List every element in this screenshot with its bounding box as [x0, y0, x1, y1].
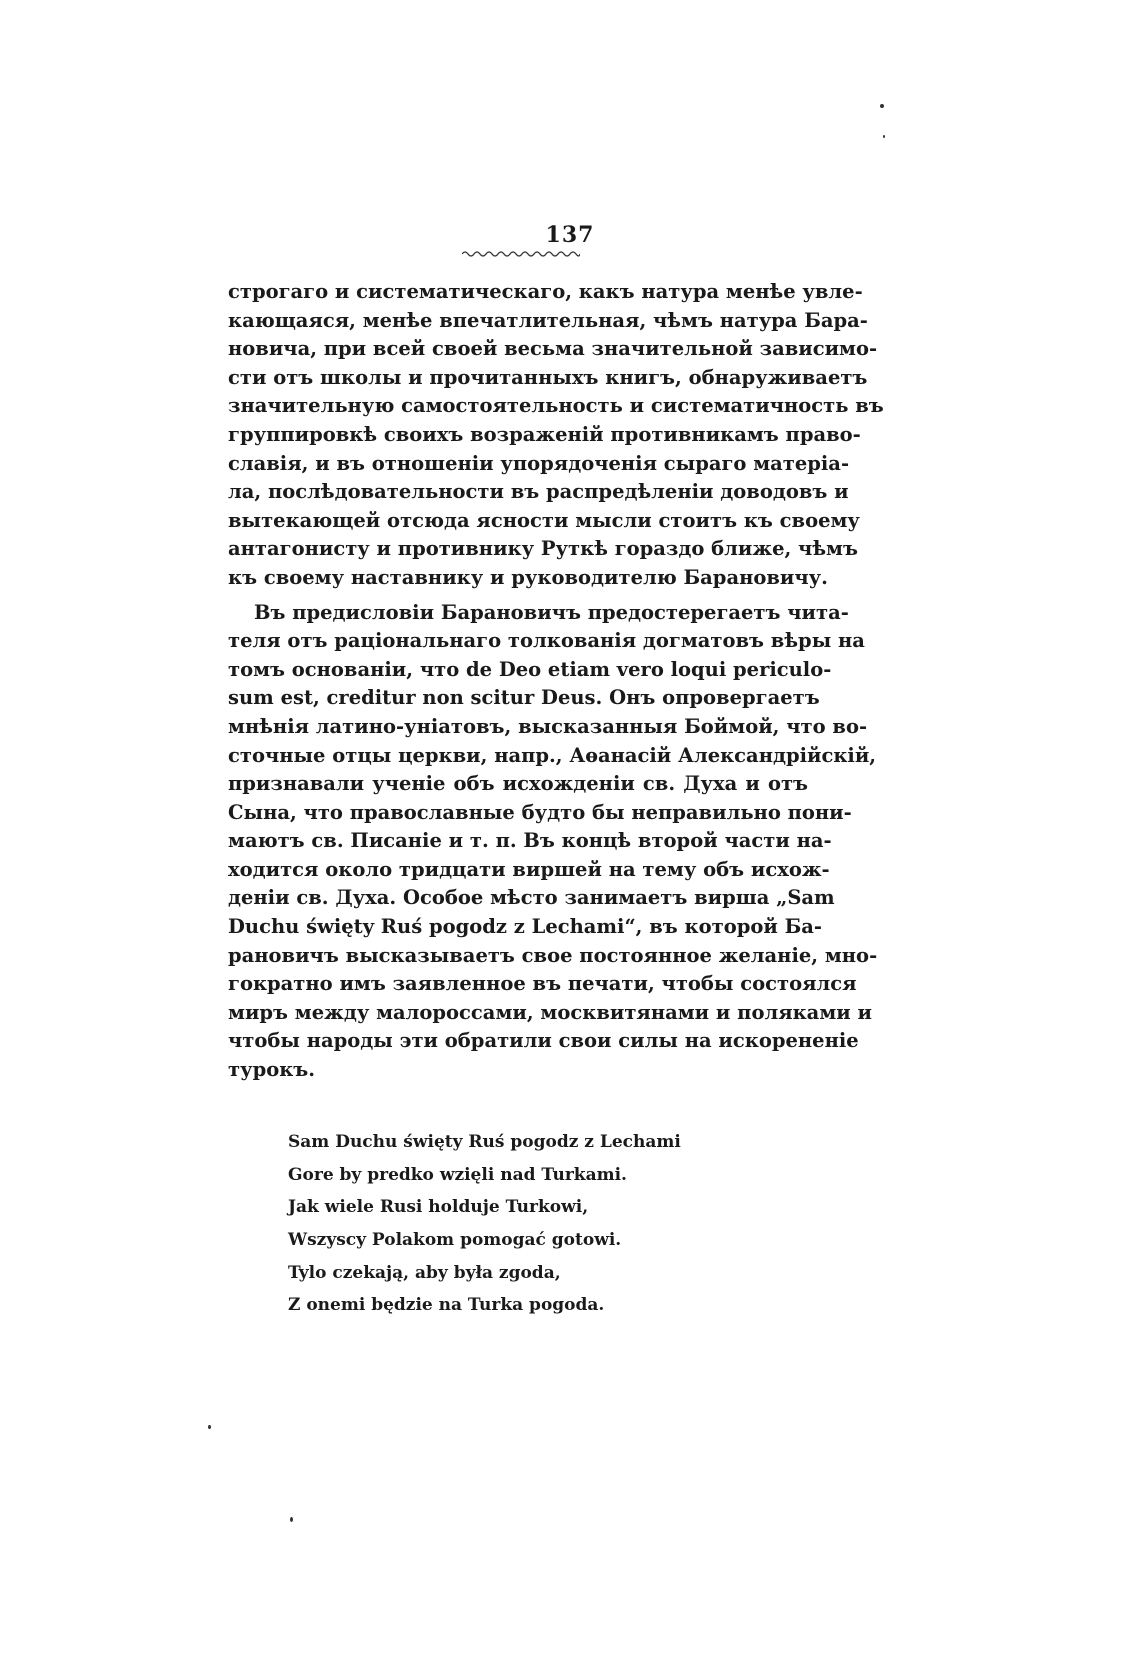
verse-line: Tylo czekają, aby była zgoda, [288, 1262, 561, 1283]
text-line: миръ между малороссами, москвитянами и поляками и [228, 1000, 872, 1024]
text-line: группировкѣ своихъ возраженій противникамъ право- [228, 422, 861, 446]
scan-speck [883, 135, 885, 138]
text-line: турокъ. [228, 1058, 316, 1082]
text-line: рановичъ высказываетъ свое постоянное желаніе, мно- [228, 943, 878, 967]
text-line: Duchu święty Ruś pogodz z Lechami“, въ которой Ба- [228, 915, 822, 939]
verse-line: Gore by predko wzięli nad Turkami. [288, 1164, 627, 1185]
text-line: славія, и въ отношеніи упорядоченія сыраго матеріа- [228, 451, 850, 475]
text-line: значительную самостоятельность и систематичность въ [228, 394, 884, 418]
text-line: Сына, что православные будто бы неправильно пони- [228, 800, 852, 824]
text-line: мнѣнія латино-уніатовъ, высказанныя Боймой, что во- [228, 714, 868, 738]
text-line: деніи св. Духа. Особое мѣсто занимаетъ вирша „Sam [228, 886, 835, 910]
body-text [228, 278, 884, 1085]
text-line: сточные отцы церкви, напр., Аѳанасій Александрійскій, [228, 743, 877, 767]
text-line: ла, послѣдовательности въ распредѣленіи доводовъ и [228, 480, 849, 504]
text-line: кающаяся, менѣе впечатлительная, чѣмъ натура Бара- [228, 308, 868, 332]
scan-speck [290, 1517, 293, 1522]
page-number-wavy-rule [462, 249, 580, 259]
text-line: маютъ св. Писаніе и т. п. Въ концѣ второй части на- [228, 829, 832, 853]
text-line: признавали ученіе объ исхожденіи св. Духа и отъ [228, 772, 808, 796]
verse-line: Sam Duchu święty Ruś pogodz z Lechami [288, 1132, 681, 1152]
verse-line: Wszyscy Polakom pomogać gotowi. [288, 1230, 622, 1251]
text-line: теля отъ раціональнаго толкованія догматовъ вѣры на [228, 629, 865, 653]
text-line: томъ основаніи, что de Deo etiam vero loqui periculo- [228, 657, 832, 681]
paragraph [228, 278, 884, 593]
scan-speck [208, 1425, 211, 1429]
text-line: антагонисту и противнику Руткѣ гораздо ближе, чѣмъ [228, 537, 858, 561]
page-number: 137 [545, 222, 595, 248]
text-line: къ своему наставнику и руководителю Барановичу. [228, 565, 828, 589]
text-line: чтобы народы эти обратили свои силы на искорененіе [228, 1029, 859, 1053]
verse-block [288, 1126, 708, 1322]
text-line: строгаго и систематическаго, какъ натура менѣе увле- [228, 280, 863, 303]
text-line: sum est, creditur non scitur Deus. Онъ опровергаетъ [228, 686, 820, 710]
text-line: гократно имъ заявленное въ печати, чтобы состоялся [228, 972, 857, 996]
text-line: вытекающей отсюда ясности мысли стоитъ къ своему [228, 508, 860, 532]
scan-speck [880, 104, 884, 108]
verse-line: Jak wiele Rusi holduje Turkowi, [288, 1197, 589, 1218]
verse-line: Z onemi będzie na Turka pogoda. [288, 1295, 605, 1316]
paragraph [228, 599, 878, 1085]
text-line: новича, при всей своей весьма значительной зависимо- [228, 337, 878, 361]
text-line: сти отъ школы и прочитанныхъ книгъ, обнаруживаетъ [228, 365, 868, 389]
text-line: ходится около тридцати виршей на тему объ исхож- [228, 857, 830, 881]
text-line: Въ предисловіи Барановичъ предостерегаетъ чита- [254, 600, 849, 624]
